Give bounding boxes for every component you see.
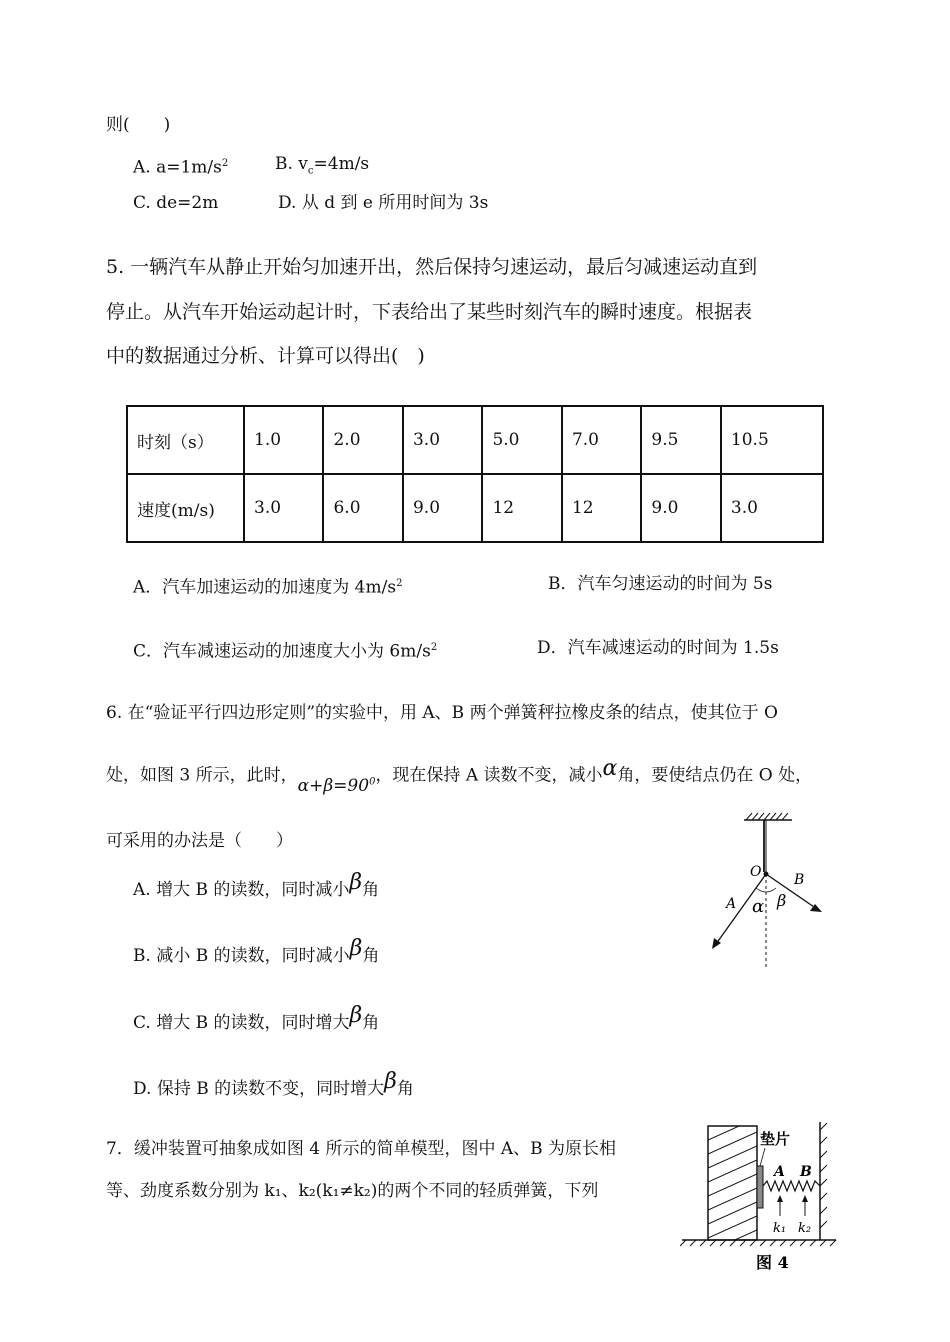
q6-option-d: D. 保持 B 的读数不变，同时增大β角 (133, 1069, 414, 1099)
time-speed-table (126, 405, 824, 543)
table-cell: 9.5 (641, 406, 720, 474)
table-cell: 1.0 (244, 406, 323, 474)
label-b: B (794, 872, 805, 888)
q7-stem-line1: 7．缓冲装置可抽象成如图 4 所示的简单模型，图中 A、B 为原长相 (106, 1139, 617, 1159)
table-cell: 3.0 (721, 474, 823, 542)
q6-option-a: A. 增大 B 的读数，同时减小β角 (133, 870, 380, 900)
q5-stem-line1: 5. 一辆汽车从静止开始匀加速开出，然后保持匀速运动，最后匀减速运动直到 (106, 256, 758, 278)
q5-option-b: B．汽车匀速运动的时间为 5s (548, 574, 773, 594)
table-cell: 12 (482, 474, 561, 542)
q5-option-a: A．汽车加速运动的加速度为 $4m/s^2$ (133, 577, 403, 598)
q5-stem-line3: 中的数据通过分析、计算可以得出( ) (106, 345, 425, 367)
table-cell: 10.5 (721, 406, 823, 474)
label-a: A (726, 896, 737, 912)
table-cell: 9.0 (641, 474, 720, 542)
table-cell: 速度(m/s) (127, 474, 244, 542)
q7-stem-line2: 等、劲度系数分别为 k₁、k₂(k₁≠k₂)的两个不同的轻质弹簧，下列 (106, 1181, 599, 1201)
q4-stem-tail: 则( ) (106, 115, 171, 135)
label-b: B (800, 1164, 812, 1180)
q6-stem-line3: 可采用的办法是（ ） (106, 831, 293, 851)
label-beta: β (777, 891, 787, 910)
angle-sum-formula: $\alpha+\beta=90^0$ (297, 775, 376, 796)
table-row (127, 474, 823, 542)
figure-caption: 图 4 (756, 1253, 789, 1272)
q4-option-d: D. 从 d 到 e 所用时间为 3s (278, 193, 489, 213)
q4-option-a: A. $a=1m/s^2$ (133, 157, 229, 178)
table-cell: 3.0 (403, 406, 482, 474)
figure-3-diagram (700, 812, 830, 972)
label-k1: k₁ (773, 1221, 787, 1236)
q5-option-c: C．汽车减速运动的加速度大小为 $6m/s^2$ (133, 641, 438, 662)
q6-stem-line2: 处，如图 3 所示，此时，$\alpha+\beta=90^0$，现在保持 A 读数不变，减小α角，要使结点仍在 O 处， (106, 755, 813, 796)
table-cell: 时刻（s） (127, 406, 244, 474)
label-pad: 垫片 (760, 1130, 791, 1148)
q4-option-b: B. $v_c=4m/s$ (275, 154, 370, 177)
table-cell: 5.0 (482, 406, 561, 474)
q5-stem-line2: 停止。从汽车开始运动起计时，下表给出了某些时刻汽车的瞬时速度。根据表 (106, 301, 753, 323)
label-o: O (750, 864, 762, 880)
q6-option-c: C. 增大 B 的读数，同时增大β角 (133, 1003, 380, 1033)
table-cell: 12 (562, 474, 641, 542)
table-cell: 7.0 (562, 406, 641, 474)
q6-stem-line1: 6. 在“验证平行四边形定则”的实验中，用 A、B 两个弹簧秤拉橡皮条的结点，使其位于 O (106, 703, 778, 723)
label-k2: k₂ (798, 1221, 812, 1236)
figure-4-diagram (680, 1118, 840, 1278)
q5-option-d: D．汽车减速运动的时间为 1.5s (537, 638, 779, 658)
table-row (127, 406, 823, 474)
q6-option-b: B. 减小 B 的读数，同时减小β角 (133, 936, 380, 966)
label-a: A (774, 1164, 785, 1180)
table-cell: 3.0 (244, 474, 323, 542)
q4-option-c: C. de=2m (133, 193, 219, 213)
table-cell: 2.0 (323, 406, 402, 474)
label-alpha: α (752, 896, 765, 917)
table-cell: 9.0 (403, 474, 482, 542)
table-cell: 6.0 (323, 474, 402, 542)
